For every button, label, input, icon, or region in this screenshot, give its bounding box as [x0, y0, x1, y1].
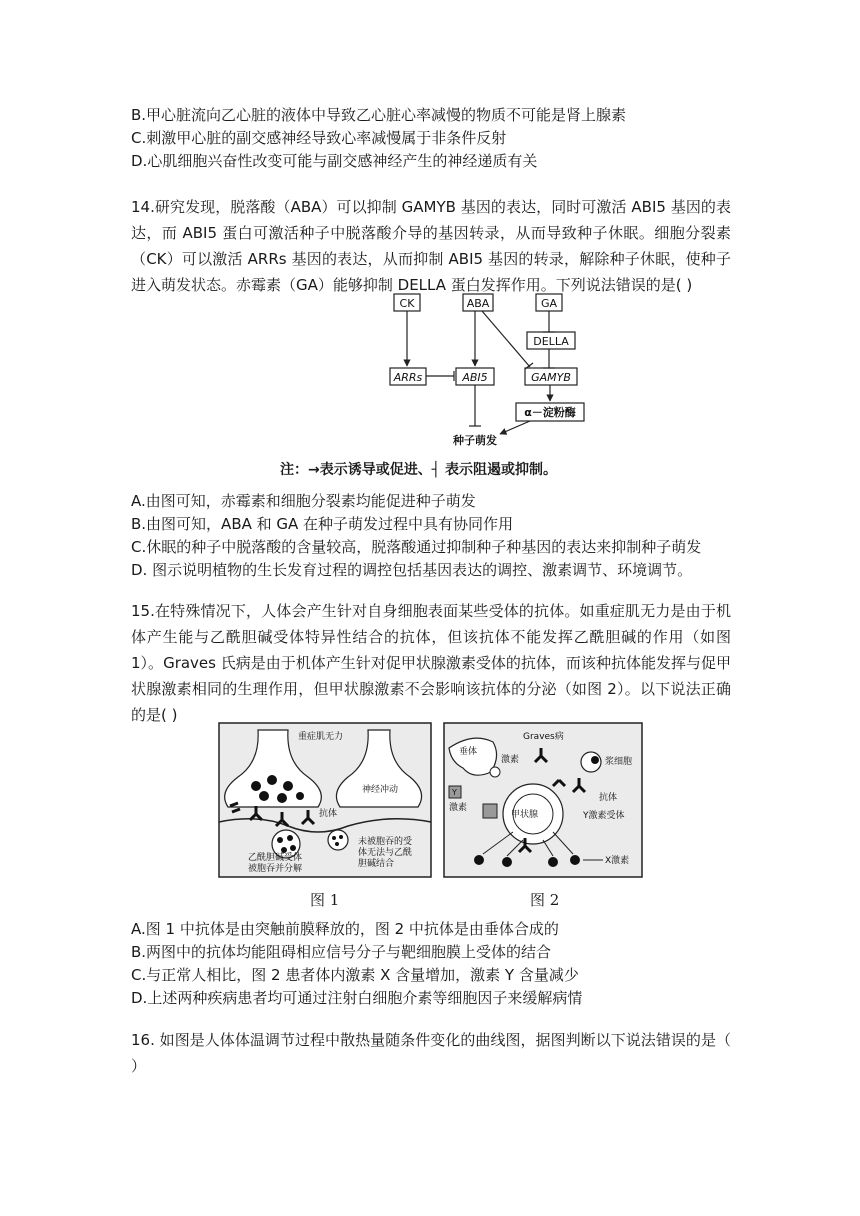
fig2-title: Graves病: [523, 732, 564, 742]
fig1-unbound-label-2: 体无法与乙酰: [358, 848, 413, 858]
q13-option-d: D.心肌细胞兴奋性改变可能与副交感神经产生的神经递质有关: [131, 152, 538, 170]
figure-2-graves: [443, 722, 643, 878]
q14-option-b: B.由图可知，ABA 和 GA 在种子萌发过程中具有协同作用: [131, 515, 514, 533]
q14-stem: 14.研究发现，脱落酸（ABA）可以抑制 GAMYB 基因的表达，同时可激活 ABI5 基因的表达，而 ABI5 蛋白可激活种子中脱落酸介导的基因转录，从而导致种子休眠。细胞分裂素（CK）可以激活 ARRs 基因的表达，从而抑制 ABI5 基因的转录，解除种子休眠，使种子进入萌发状态。赤霉素（GA）能够抑制 DELLA 蛋白发挥作用。下列说法错误的是( ): [131, 198, 731, 294]
fig2-hormone-label: 激素: [501, 755, 520, 765]
q14-option-c: C.休眠的种子中脱落酸的含量较高，脱落酸通过抑制种子种基因的表达来抑制种子萌发: [131, 538, 702, 556]
q14-option-a: A.由图可知，赤霉素和细胞分裂素均能促进种子萌发: [131, 492, 476, 510]
fig1-unbound-label-1: 未被胞吞的受: [358, 837, 413, 847]
q15-option-a: A.图 1 中抗体是由突触前膜释放的，图 2 中抗体是由垂体合成的: [131, 920, 559, 938]
y-label: Y: [452, 788, 457, 797]
q14-option-d: D. 图示说明植物的生长发育过程的调控包括基因表达的调控、激素调节、环境调节。: [131, 561, 693, 579]
figure-1-caption: 图 1: [310, 891, 340, 909]
fig2-antibody-label: 抗体: [599, 793, 618, 803]
q15-option-d: D.上述两种疾病患者均可通过注射白细胞介素等细胞因子来缓解病情: [131, 989, 583, 1007]
figure-2-caption: 图 2: [530, 891, 560, 909]
fig1-unbound-label-3: 胆碱结合: [358, 859, 395, 869]
pituitary-label: 垂体: [459, 747, 478, 757]
ck-label: CK: [399, 297, 415, 310]
aba-label: ABA: [466, 297, 490, 310]
fig2-hormone-left-label: 激素: [449, 803, 468, 813]
fig1-receptor-label-1: 乙酰胆碱受体: [248, 853, 303, 863]
q16-stem: 16. 如图是人体体温调节过程中散热量随条件变化的曲线图，据图判断以下说法错误的是（ ）: [131, 1031, 731, 1075]
q15-option-c: C.与正常人相比，图 2 患者体内激素 X 含量增加，激素 Y 含量减少: [131, 966, 579, 984]
fig1-receptor-label-2: 被胞吞并分解: [248, 864, 303, 874]
abi5-label: ABI5: [462, 371, 488, 384]
figure-1-myasthenia: [218, 722, 432, 878]
amylase-label: α－淀粉酶: [524, 406, 576, 419]
diagram-legend-note: 注：→表示诱导或促进、┤ 表示阻遏或抑制。: [280, 462, 558, 478]
y-receptor-label: Y激素受体: [583, 811, 625, 821]
della-label: DELLA: [533, 335, 569, 348]
arrs-label: ARRs: [393, 371, 423, 384]
germination-label: 种子萌发: [453, 434, 497, 447]
x-hormone-label: X激素: [605, 856, 630, 866]
thyroid-label: 甲状腺: [511, 810, 539, 820]
ga-label: GA: [540, 297, 558, 310]
gamyb-label: GAMYB: [531, 371, 571, 384]
plasma-cell-label: 浆细胞: [605, 757, 633, 767]
nerve-impulse-label: 神经冲动: [361, 785, 399, 795]
q15-option-b: B.两图中的抗体均能阻碍相应信号分子与靶细胞膜上受体的结合: [131, 943, 552, 961]
q14-diagram: [370, 288, 600, 458]
q13-option-c: C.刺激甲心脏的副交感神经导致心率减慢属于非条件反射: [131, 129, 507, 147]
q13-option-b: B.甲心脏流向乙心脏的液体中导致乙心脏心率减慢的物质不可能是肾上腺素: [131, 106, 627, 124]
fig1-antibody-label: 抗体: [319, 809, 338, 819]
fig1-title: 重症肌无力: [298, 732, 344, 742]
q15-stem: 15.在特殊情况下，人体会产生针对自身细胞表面某些受体的抗体。如重症肌无力是由于机体产生能与乙酰胆碱受体特异性结合的抗体，但该抗体不能发挥乙酰胆碱的作用（如图 1）。Graves 氏病是由于机体产生针对促甲状腺激素受体的抗体，而该种抗体能发挥与促甲状腺激素相同的生理作用，但甲状腺激素不会影响该抗体的分泌（如图 2）。以下说法正确的是( ): [131, 602, 731, 724]
